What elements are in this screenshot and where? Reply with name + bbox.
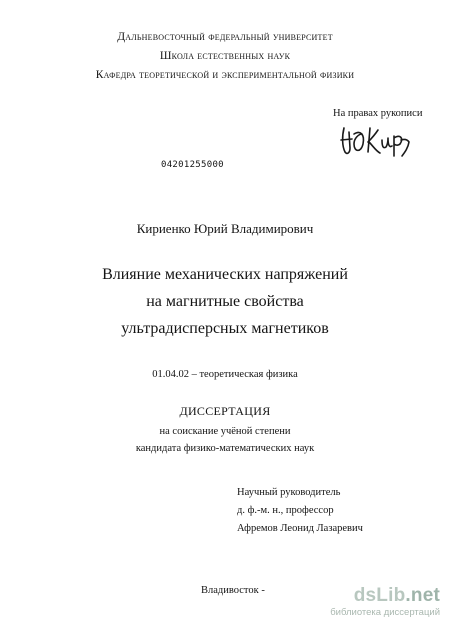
author-name: Кириенко Юрий Владимирович xyxy=(136,221,314,236)
thesis-title-line: Влияние механических напряжений xyxy=(102,266,348,283)
degree-line: кандидата физико-математических наук xyxy=(135,443,315,454)
specialty-code: 01.04.02 – теоретическая физика xyxy=(152,369,298,380)
university-name: Дальневосточный федеральный университет xyxy=(117,31,333,43)
dslib-watermark xyxy=(300,585,440,617)
manuscript-note: На правах рукописи xyxy=(333,108,423,119)
degree-line: на соискание учёной степени xyxy=(159,426,291,437)
watermark-logo xyxy=(354,585,440,607)
author-signature xyxy=(338,120,412,158)
thesis-title-line: ультрадисперсных магнетиков xyxy=(121,320,329,337)
supervisor-rank: д. ф.-м. н., профессор xyxy=(237,505,334,516)
catalog-code: 04201255000 xyxy=(161,160,224,170)
supervisor-name: Афремов Леонид Лазаревич xyxy=(237,523,363,534)
school-name: Школа естественных наук xyxy=(159,50,291,62)
thesis-title-line: на магнитные свойства xyxy=(146,293,304,310)
watermark-logo-prefix: dsLib xyxy=(353,585,406,606)
watermark-subtitle: библиотека диссертаций xyxy=(330,607,440,618)
department-name: Кафедра теоретической и экспериментальной физики xyxy=(95,69,355,81)
city-name: Владивосток - xyxy=(201,585,265,596)
watermark-logo-suffix: .net xyxy=(405,585,440,606)
document-type: ДИССЕРТАЦИЯ xyxy=(179,404,271,418)
supervisor-role: Научный руководитель xyxy=(237,487,341,498)
